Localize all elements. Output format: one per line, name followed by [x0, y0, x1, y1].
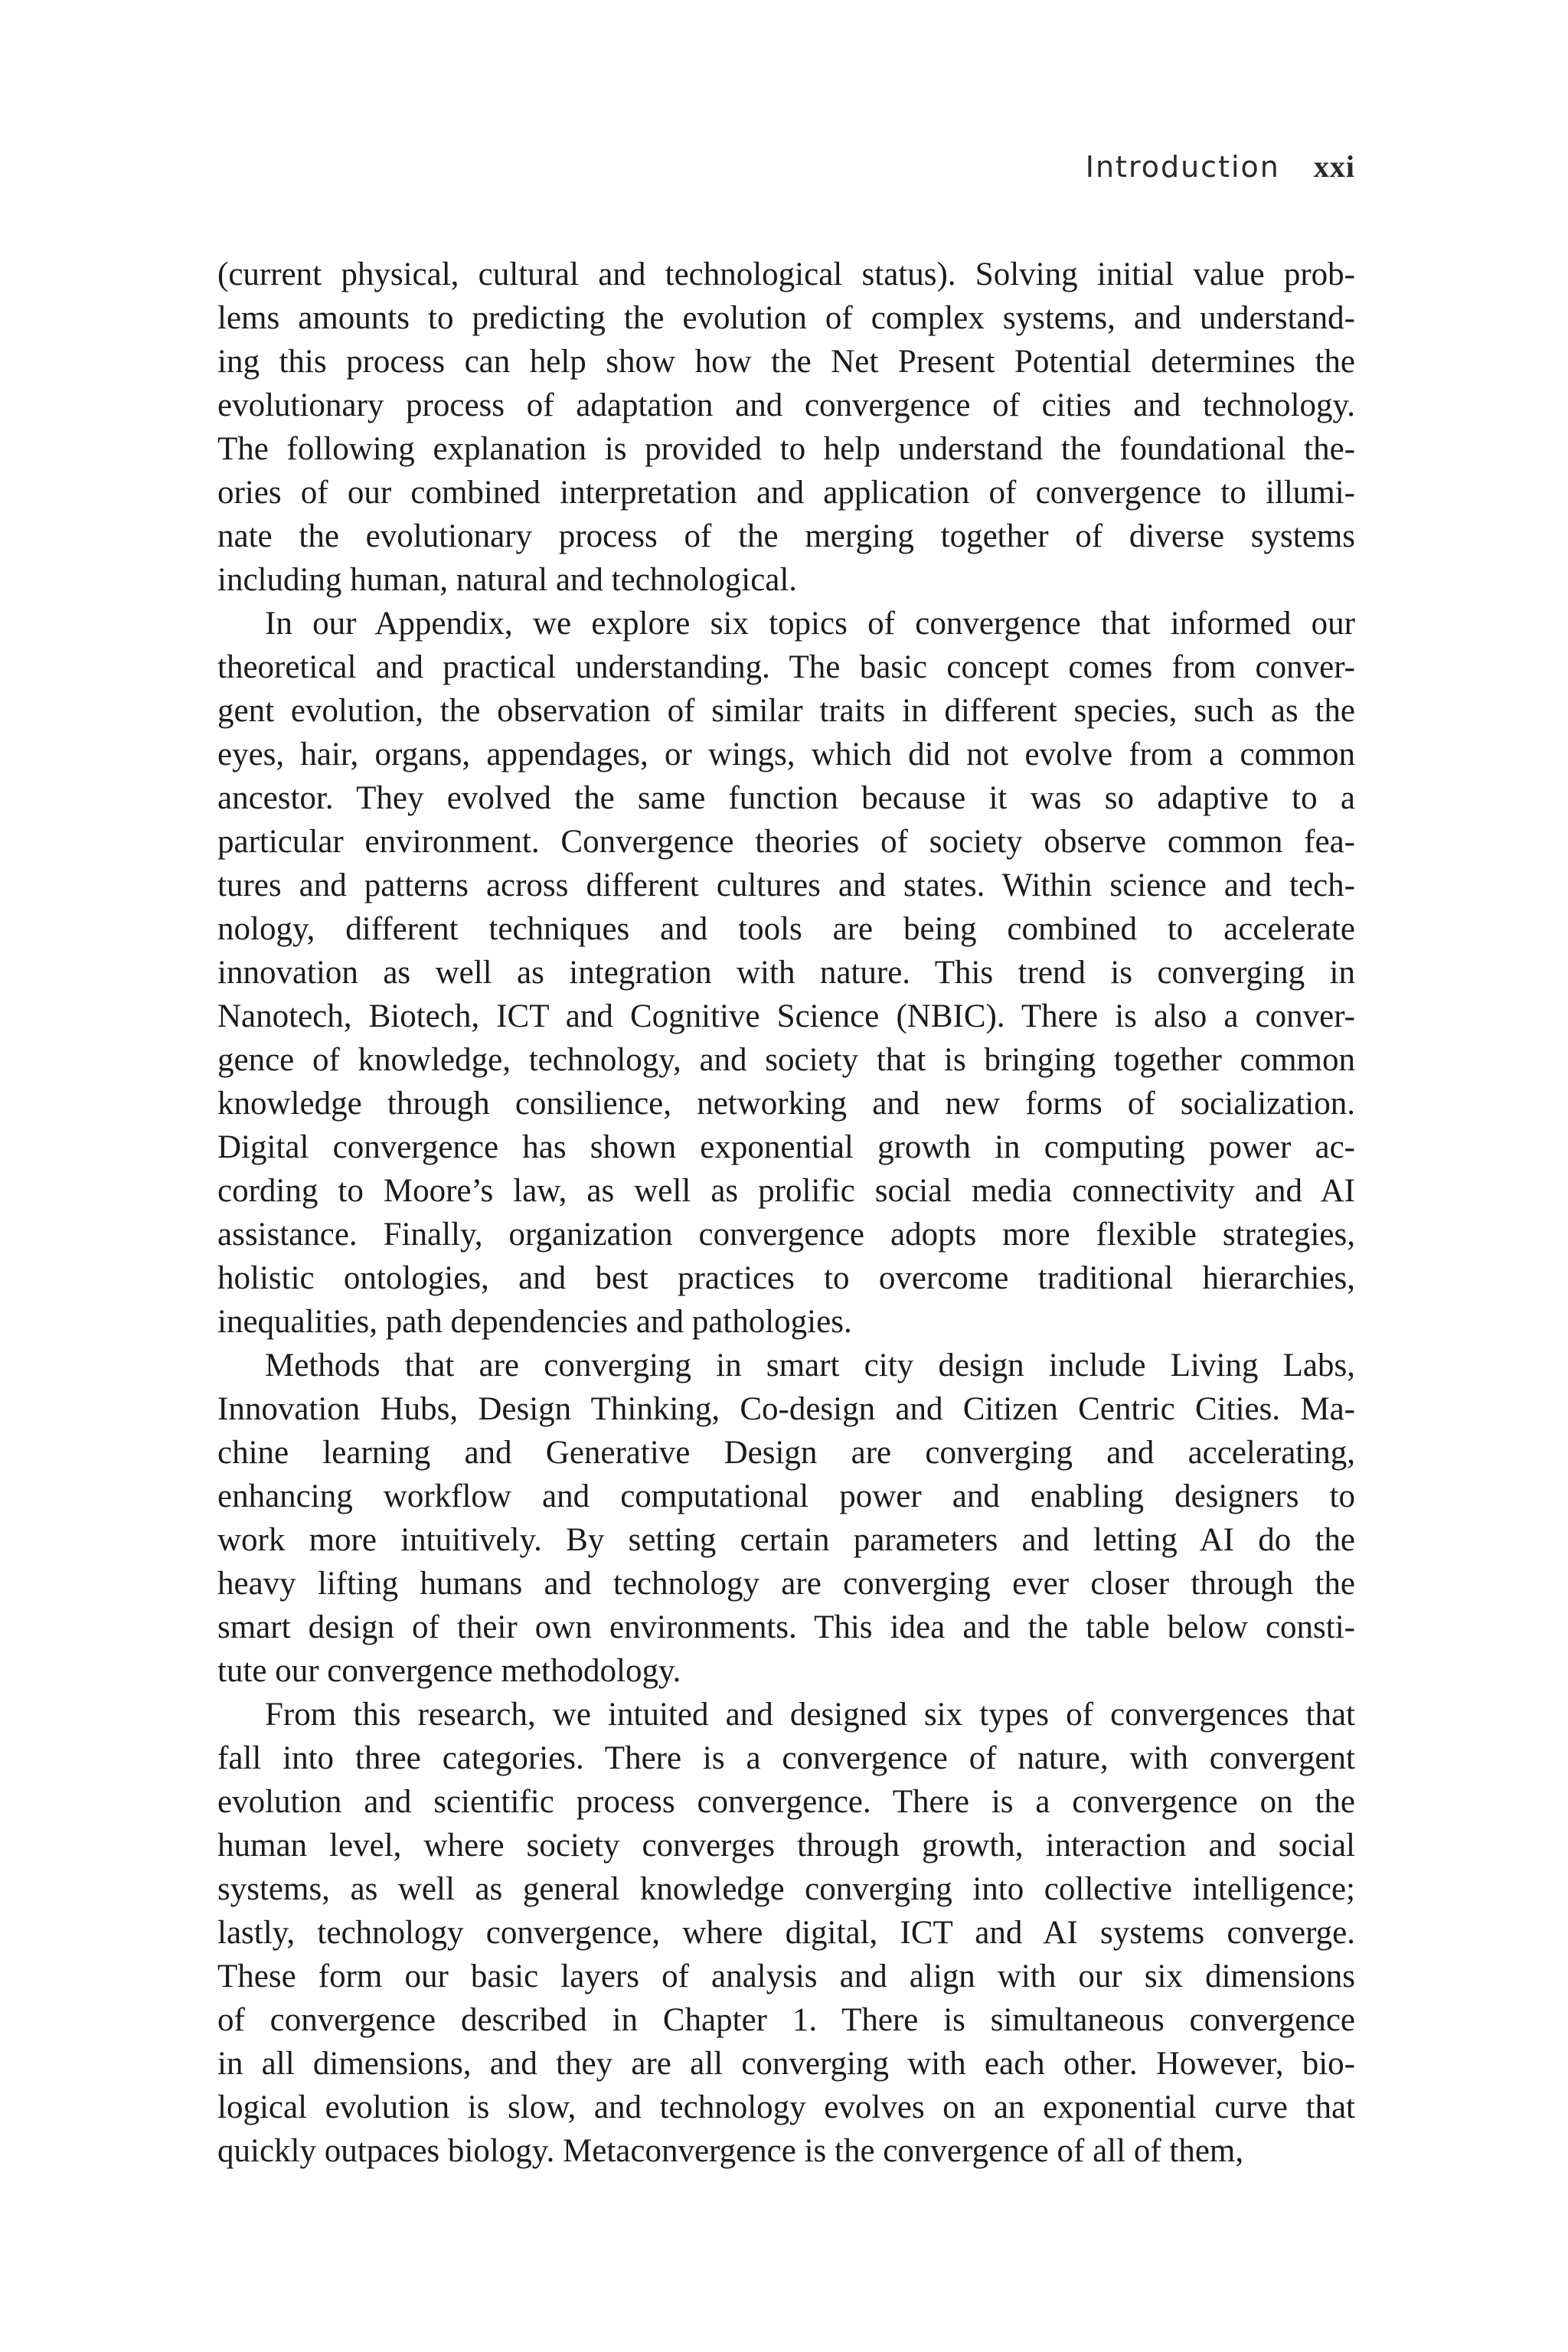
text-line: systems, as well as general knowledge converging into collective intelligence; [217, 1871, 1355, 1907]
text-line: in all dimensions, and they are all converging with each other. However, bio- [217, 2046, 1355, 2082]
text-line: chine learning and Generative Design are converging and accelerating, [217, 1435, 1355, 1471]
text-line: tute our convergence methodology. [217, 1653, 681, 1689]
text-line: ancestor. They evolved the same function because it was so adaptive to a [217, 780, 1355, 816]
text-line: eyes, hair, organs, appendages, or wings, which did not evolve from a common [217, 737, 1355, 773]
text-line: quickly outpaces biology. Metaconvergence is the convergence of all of them, [217, 2133, 1244, 2169]
text-line: From this research, we intuited and designed six types of convergences that [265, 1697, 1355, 1733]
text-line: The following explanation is provided to help understand the foundational the- [217, 431, 1355, 467]
text-line: Innovation Hubs, Design Thinking, Co-design and Citizen Centric Cities. Ma- [217, 1391, 1355, 1427]
text-line: These form our basic layers of analysis and align with our six dimensions [217, 1958, 1355, 1994]
text-line: lastly, technology convergence, where digital, ICT and AI systems converge. [217, 1915, 1355, 1951]
text-line: enhancing workflow and computational power and enabling designers to [217, 1478, 1355, 1514]
text-line: work more intuitively. By setting certain parameters and letting AI do the [217, 1522, 1355, 1558]
text-line: heavy lifting humans and technology are converging ever closer through the [217, 1566, 1355, 1602]
text-line: Methods that are converging in smart city design include Living Labs, [265, 1348, 1355, 1383]
text-line: Digital convergence has shown exponential growth in computing power ac- [217, 1129, 1355, 1165]
text-line: ories of our combined interpretation and application of convergence to illumi- [217, 475, 1355, 511]
body-text [217, 253, 1355, 2173]
text-line: logical evolution is slow, and technology evolves on an exponential curve that [217, 2089, 1355, 2125]
text-line: cording to Moore’s law, as well as prolific social media connectivity and AI [217, 1173, 1355, 1209]
text-line: smart design of their own environments. This idea and the table below consti- [217, 1609, 1355, 1645]
text-line: particular environment. Convergence theories of society observe common fea- [217, 824, 1355, 860]
running-head-section: Introduction [1085, 150, 1280, 184]
paragraph [217, 602, 1355, 1344]
text-line: including human, natural and technological. [217, 562, 798, 598]
text-line: knowledge through consilience, networking and new forms of socialization. [217, 1086, 1355, 1122]
text-line: In our Appendix, we explore six topics of convergence that informed our [265, 606, 1355, 642]
text-line: fall into three categories. There is a convergence of nature, with convergent [217, 1740, 1355, 1776]
text-line: nate the evolutionary process of the merging together of diverse systems [217, 518, 1355, 554]
text-line: gent evolution, the observation of similar traits in different species, such as the [217, 693, 1355, 729]
running-head [1086, 145, 1355, 188]
paragraph [217, 253, 1355, 602]
text-line: assistance. Finally, organization convergence adopts more flexible strategies, [217, 1217, 1355, 1253]
text-line: ing this process can help show how the Net Present Potential determines the [217, 344, 1355, 380]
text-line: inequalities, path dependencies and pathologies. [217, 1304, 852, 1340]
text-line: gence of knowledge, technology, and society that is bringing together common [217, 1042, 1355, 1078]
text-line: innovation as well as integration with nature. This trend is converging in [217, 955, 1355, 991]
text-line: theoretical and practical understanding. The basic concept comes from conver- [217, 649, 1355, 685]
text-line: evolution and scientific process convergence. There is a convergence on the [217, 1784, 1355, 1820]
text-line: (current physical, cultural and technological status). Solving initial value prob- [217, 256, 1355, 292]
text-line: holistic ontologies, and best practices to overcome traditional hierarchies, [217, 1260, 1355, 1296]
text-line: human level, where society converges through growth, interaction and social [217, 1828, 1355, 1864]
text-line: evolutionary process of adaptation and convergence of cities and technology. [217, 387, 1355, 423]
text-line: tures and patterns across different cultures and states. Within science and tech- [217, 867, 1355, 903]
paragraph [217, 1344, 1355, 1693]
text-line: lems amounts to predicting the evolution of complex systems, and understand- [217, 300, 1355, 336]
text-line: Nanotech, Biotech, ICT and Cognitive Science (NBIC). There is also a conver- [217, 998, 1355, 1034]
text-line: of convergence described in Chapter 1. There is simultaneous convergence [217, 2002, 1355, 2038]
page-number: xxi [1313, 149, 1355, 184]
paragraph [217, 1693, 1355, 2173]
text-line: nology, different techniques and tools are being combined to accelerate [217, 911, 1355, 947]
